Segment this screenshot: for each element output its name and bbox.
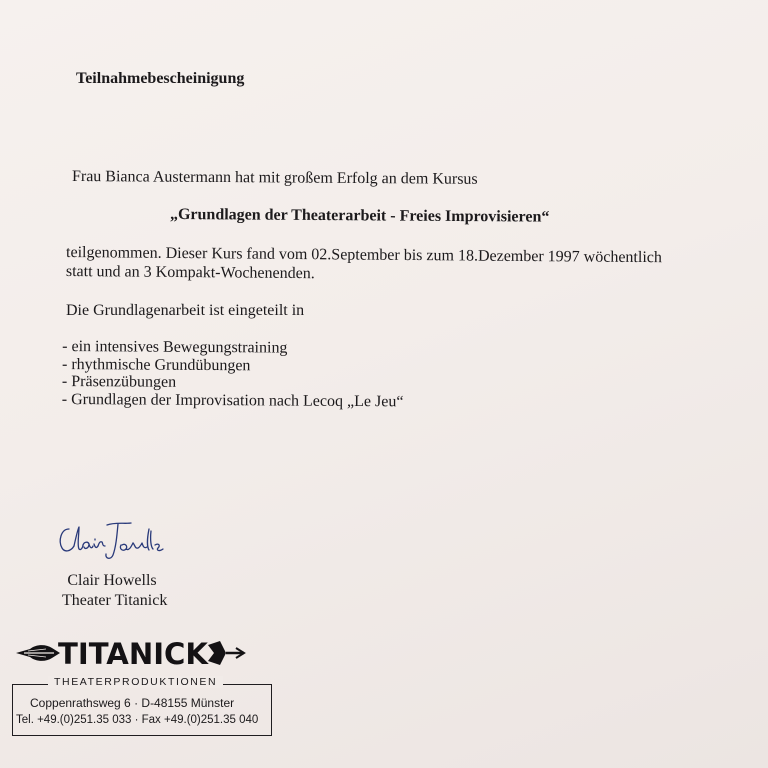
list-item: - ein intensives Bewegungstraining <box>62 338 288 357</box>
svg-text:TITANICK: TITANICK <box>58 637 210 671</box>
paragraph-line: teilgenommen. Dieser Kurs fand vom 02.September bis zum 18.Dezember 1997 wöchentlich <box>66 244 662 267</box>
curriculum-intro: Die Grundlagenarbeit ist eingeteilt in <box>66 302 305 319</box>
company-stamp <box>12 684 272 736</box>
curriculum-list <box>62 338 404 410</box>
course-dates-paragraph <box>66 243 662 286</box>
course-name: „Grundlagen der Theaterarbeit - Freies Improvisieren“ <box>169 206 550 226</box>
signatory-block <box>62 571 168 611</box>
signatory-name: Clair Howells <box>67 572 157 589</box>
signatory-organization: Theater Titanick <box>62 592 168 609</box>
handwritten-signature <box>55 515 170 567</box>
intro-text: Frau Bianca Austermann hat mit großem Erfolg an dem Kursus <box>71 168 478 188</box>
stamp-phone-fax: Tel. +49.(0)251.35 033 · Fax +49.(0)251.35 040 <box>16 714 259 726</box>
list-item: - rhythmische Grundübungen <box>62 355 251 374</box>
list-item: - Grundlagen der Improvisation nach Lecoq „Le Jeu“ <box>61 390 404 410</box>
stamp-address: Coppenrathsweg 6 · D-48155 Münster <box>30 696 235 710</box>
stamp-label: THEATERPRODUKTIONEN <box>48 676 223 688</box>
paragraph-line: statt und an 3 Kompakt-Wochenenden. <box>65 262 315 283</box>
document-title: Teilnahmebescheinigung <box>76 70 245 87</box>
list-item: - Präsenzübungen <box>61 373 177 391</box>
titanick-logo <box>14 633 246 673</box>
